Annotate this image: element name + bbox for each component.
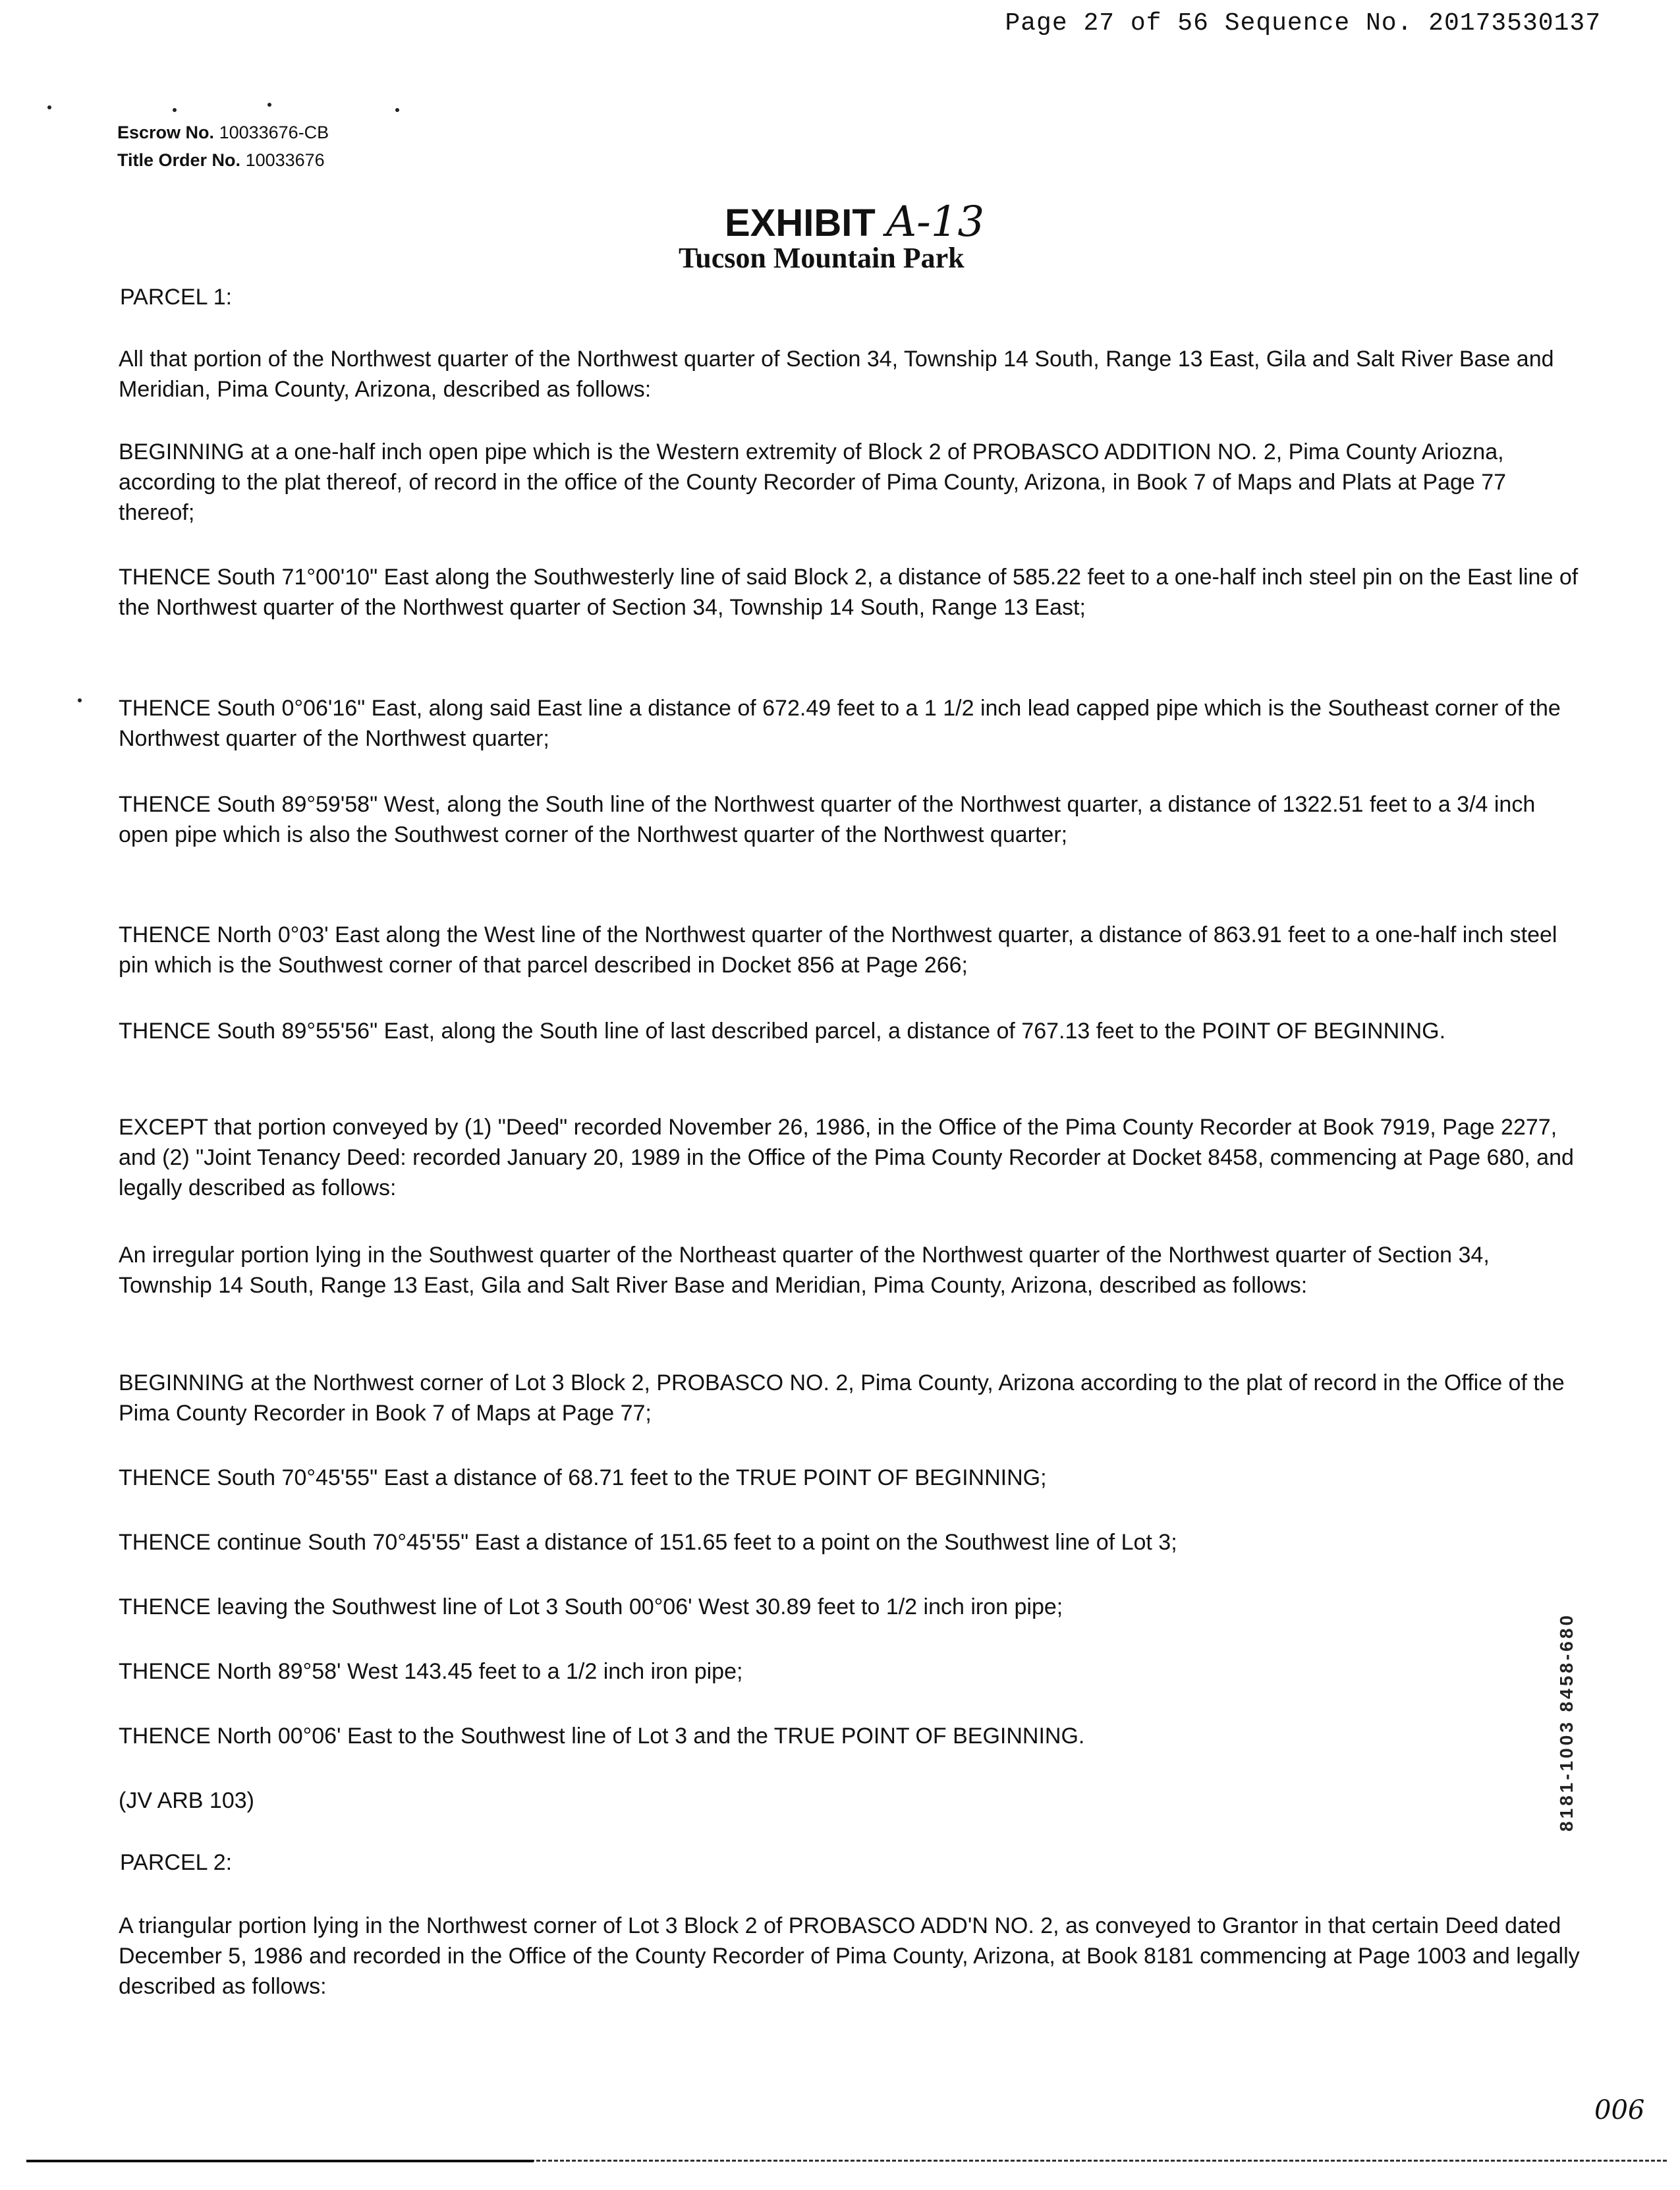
parcel-1-paragraph: THENCE North 00°06' East to the Southwest line of Lot 3 and the TRUE POINT OF BEGINNING. [119,1724,1085,1749]
parcel-1-paragraph: THENCE South 70°45'55" East a distance of 68.71 feet to the TRUE POINT OF BEGINNING; [119,1465,1047,1490]
recording-margin-stamp: 8181-1003 8458-680 [1556,1612,1577,1832]
title-order-line [117,146,329,174]
parcel-1-paragraph: THENCE South 0°06'16" East, along said East line a distance of 672.49 feet to a 1 1/2 inch lead capped pipe which is the Southeast corner of the Northwest quarter of the Northwest quarter; [119,696,1561,751]
scan-speck [267,103,271,107]
page-sequence-header: Page 27 of 56 Sequence No. 20173530137 [1005,9,1601,38]
title-order-number: 10033676 [245,150,325,170]
exhibit-prefix: EXHIBIT [725,202,876,244]
exhibit-subtitle: Tucson Mountain Park [679,242,965,274]
scan-speck [173,108,177,112]
parcel-1-paragraph: BEGINNING at a one-half inch open pipe which is the Western extremity of Block 2 of PROBASCO ADDITION NO. 2, Pima County Ariozna, according to the plat thereof, of record in the office of the County Recorder of Pima County, Arizona, in Book 7 of Maps and Plats at Page 77 thereof; [119,439,1507,525]
corner-handwritten-mark: 006 [1594,2095,1645,2125]
exhibit-title [725,198,984,246]
parcel-1-paragraph: All that portion of the Northwest quarter of the Northwest quarter of Section 34, Township 14 South, Range 13 East, Gila and Salt River Base and Meridian, Pima County, Arizona, described as follows: [119,347,1554,402]
escrow-label: Escrow No. [117,123,215,142]
escrow-line [117,119,329,146]
title-order-label: Title Order No. [117,150,241,170]
parcel-1-paragraph: THENCE continue South 70°45'55" East a distance of 151.65 feet to a point on the Southwest line of Lot 3; [119,1530,1177,1555]
parcel-1-paragraph: THENCE South 89°55'56" East, along the South line of last described parcel, a distance of 767.13 feet to the POINT OF BEGINNING. [119,1019,1446,1044]
exhibit-number: A-13 [885,198,985,246]
parcel-1-paragraph: THENCE North 89°58' West 143.45 feet to a 1/2 inch iron pipe; [119,1659,743,1684]
parcel-1-paragraph: EXCEPT that portion conveyed by (1) "Deed" recorded November 26, 1986, in the Office of the Pima County Recorder at Book 7919, Page 2277, and (2) "Joint Tenancy Deed: recorded January 20, 1989 in the Office of the Pima County Recorder at Docket 8458, commencing at Page 680, and legally described as follows: [119,1115,1574,1200]
parcel-2-paragraph: A triangular portion lying in the Northwest corner of Lot 3 Block 2 of PROBASCO ADD'N NO. 2, as conveyed to Grantor in that certain Deed dated December 5, 1986 and recorded in the Office of the County Recorder of Pima County, Arizona, at Book 8181 commencing at Page 1003 and legally described as follows: [119,1913,1580,1999]
scan-speck [395,108,399,112]
parcel-2-label: PARCEL 2: [120,1850,233,1875]
parcel-1-paragraph: BEGINNING at the Northwest corner of Lot 3 Block 2, PROBASCO NO. 2, Pima County, Arizona according to the plat of record in the Office of the Pima County Recorder in Book 7 of Maps at Page 77; [119,1370,1565,1426]
escrow-number: 10033676-CB [219,123,329,142]
parcel-1-label: PARCEL 1: [120,285,233,310]
parcel-1-paragraph: (JV ARB 103) [119,1788,254,1813]
parcel-1-paragraph: THENCE leaving the Southwest line of Lot 3 South 00°06' West 30.89 feet to 1/2 inch iron pipe; [119,1594,1063,1619]
escrow-block [117,119,329,174]
scan-speck [78,698,82,702]
parcel-1-paragraph: THENCE South 71°00'10" East along the Southwesterly line of said Block 2, a distance of 585.22 feet to a one-half inch steel pin on the East line of the Northwest quarter of the Northwest quarter of Section 34, Township 14 South, Range 13 East; [119,565,1579,620]
parcel-1-paragraph: An irregular portion lying in the Southwest quarter of the Northeast quarter of the Northwest quarter of the Northwest quarter of Section 34, Township 14 South, Range 13 East, Gila and Salt River Base and Meridian, Pima County, Arizona, described as follows: [119,1243,1490,1298]
bottom-rule-solid [26,2160,534,2162]
parcel-1-paragraph: THENCE South 89°59'58" West, along the South line of the Northwest quarter of the Northwest quarter, a distance of 1322.51 feet to a 3/4 inch open pipe which is also the Southwest corner of the Northwest quarter of the Northwest quarter; [119,792,1536,847]
scan-speck [47,105,51,109]
parcel-1-paragraph: THENCE North 0°03' East along the West line of the Northwest quarter of the Northwest quarter, a distance of 863.91 feet to a one-half inch steel pin which is the Southwest corner of that parcel described in Docket 856 at Page 266; [119,922,1557,978]
